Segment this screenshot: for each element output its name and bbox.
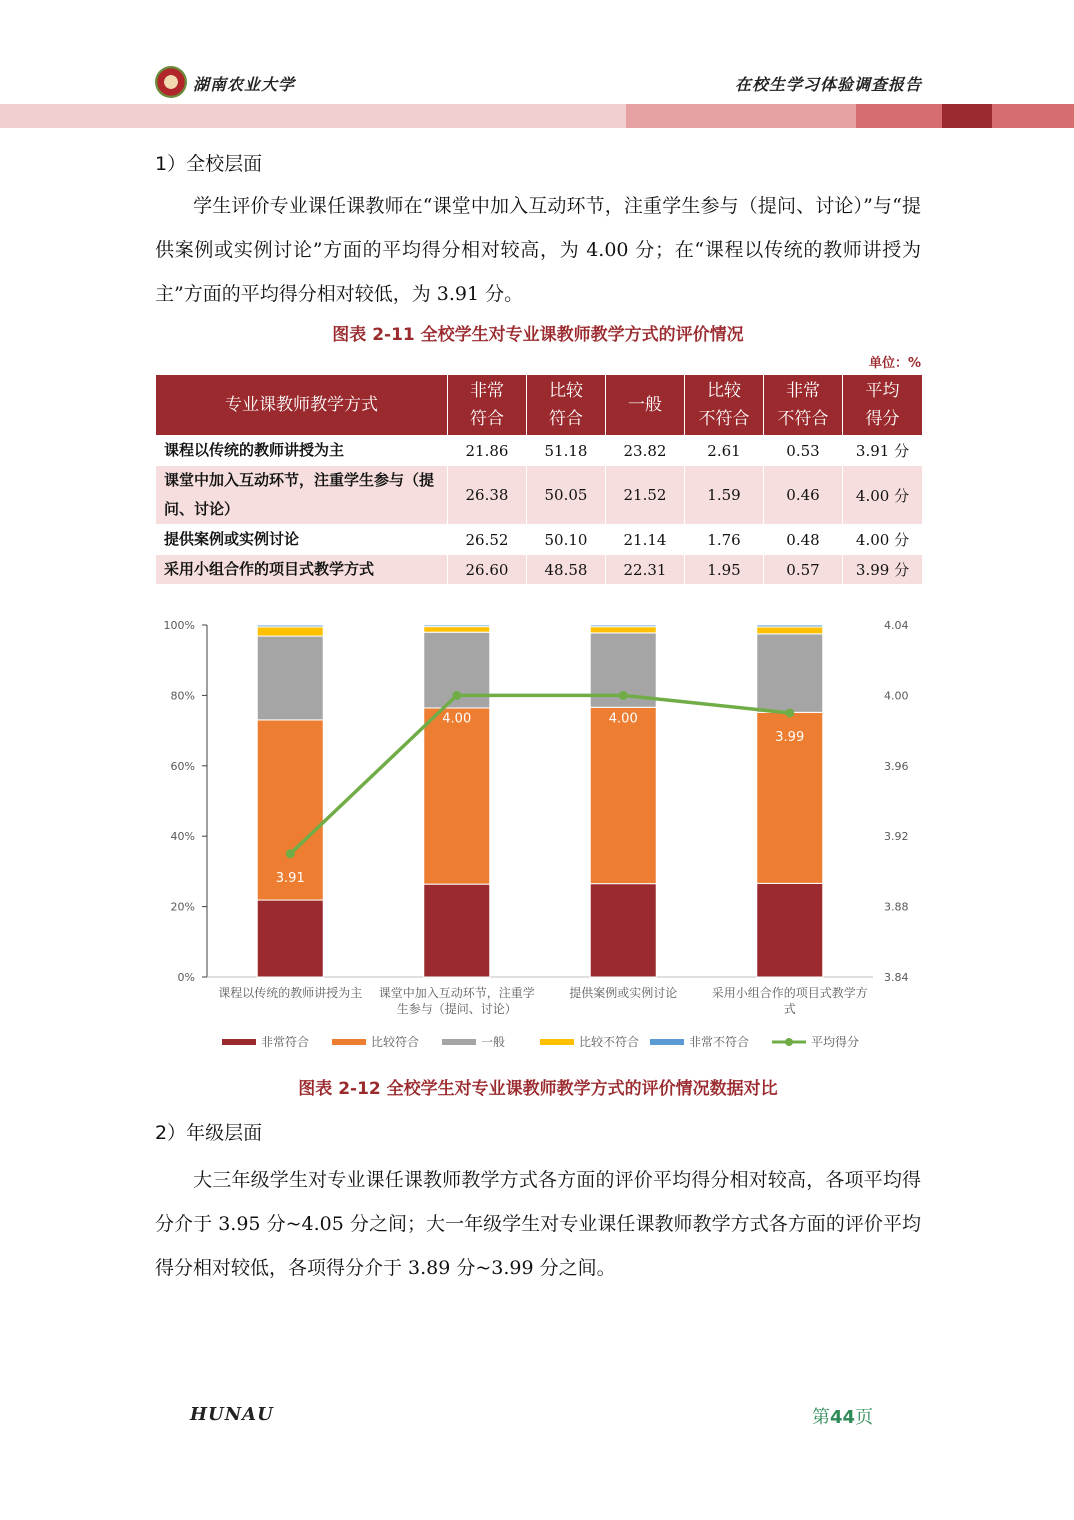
table-cell: 23.82 <box>606 436 685 466</box>
legend-swatch <box>332 1039 366 1045</box>
category-label: 生参与（提问、讨论） <box>396 1002 517 1016</box>
header-band-5 <box>992 104 1074 128</box>
section-heading-1: 1）全校层面 <box>155 153 263 175</box>
bar-segment <box>257 627 323 636</box>
table-row <box>156 555 923 585</box>
right-tick-label: 3.84 <box>884 971 909 984</box>
table-cell: 0.48 <box>764 525 843 555</box>
left-tick-label: 40% <box>170 830 195 844</box>
table-cell: 1.95 <box>685 555 764 585</box>
legend-swatch <box>222 1039 256 1045</box>
table-row <box>156 525 923 555</box>
evaluation-table <box>155 374 923 585</box>
bar-segment <box>424 625 490 627</box>
bar-segment <box>257 625 323 627</box>
legend-label: 比较符合 <box>371 1035 420 1049</box>
stacked-bar-line-chart <box>155 605 922 1060</box>
table-cell: 26.38 <box>448 466 527 525</box>
row-label: 提供案例或实例讨论 <box>156 525 448 555</box>
table-cell: 3.91 分 <box>843 436 923 466</box>
header-text: 非常 <box>786 381 820 401</box>
average-score-point <box>619 691 628 700</box>
table-header-cell <box>843 375 923 436</box>
table-caption: 图表 2-11 全校学生对专业课教师教学方式的评价情况 <box>332 325 744 345</box>
left-tick-label: 0% <box>177 971 195 984</box>
header-text: 不符合 <box>777 409 829 429</box>
header-text: 比较 <box>707 381 741 401</box>
bar-segment <box>590 707 656 883</box>
table-cell: 48.58 <box>527 555 606 585</box>
header-text: 平均 <box>865 381 900 401</box>
right-tick-label: 3.96 <box>884 759 909 773</box>
paragraph-text: 学生评价专业课任课教师在“课堂中加入互动环节，注重学生参与（提问、讨论）”与“提供案例或实例讨论”方面的平均得分相对较高，为 4.00 分；在“课程以传统的教师讲授为主”方面的平均得分相对较低，为 3.91 分。 <box>155 195 921 305</box>
right-tick-label: 3.88 <box>884 900 909 914</box>
category-label: 采用小组合作的项目式教学方 <box>711 986 868 1000</box>
page-number-value: 44 <box>830 1407 856 1428</box>
legend-swatch <box>650 1039 684 1045</box>
table-cell: 26.60 <box>448 555 527 585</box>
table-header-cell <box>527 375 606 436</box>
row-label: 采用小组合作的项目式教学方式 <box>156 555 448 585</box>
average-score-line <box>290 695 790 853</box>
table-body <box>156 436 923 585</box>
left-tick-label: 100% <box>163 619 195 632</box>
header-text: 不符合 <box>698 409 750 429</box>
category-label: 课程以传统的教师讲授为主 <box>218 986 363 1000</box>
section-paragraph-2 <box>155 1158 921 1290</box>
table-cell: 1.76 <box>685 525 764 555</box>
average-score-point <box>286 849 295 858</box>
bar-segment <box>757 625 823 627</box>
bar-segment <box>424 708 490 884</box>
bar-segment <box>590 884 656 977</box>
bar-segment <box>257 900 323 977</box>
report-title: 在校生学习体验调查报告 <box>734 75 922 94</box>
header-text: 一般 <box>628 395 662 415</box>
bar-segment <box>757 634 823 713</box>
page-number <box>812 1403 873 1429</box>
table-row <box>156 436 923 466</box>
header-band-2 <box>626 104 856 128</box>
table-row <box>156 466 923 525</box>
table-cell: 4.00 分 <box>843 466 923 525</box>
table-cell: 22.31 <box>606 555 685 585</box>
average-score-point <box>785 709 794 718</box>
right-tick-label: 4.00 <box>884 689 909 703</box>
section-paragraph-1 <box>155 184 921 316</box>
category-label: 提供案例或实例讨论 <box>569 986 678 1000</box>
table-header-cell <box>685 375 764 436</box>
section-heading-2: 2）年级层面 <box>155 1122 263 1144</box>
table-header-cell <box>156 375 448 436</box>
left-tick-label: 20% <box>170 900 195 914</box>
category-label: 课堂中加入互动环节，注重学 <box>378 986 535 1000</box>
table-cell: 1.59 <box>685 466 764 525</box>
row-label: 课程以传统的教师讲授为主 <box>156 436 448 466</box>
university-logo <box>155 66 187 98</box>
table-cell: 50.05 <box>527 466 606 525</box>
bar-segment <box>590 625 656 627</box>
page-prefix: 第 <box>812 1407 830 1428</box>
bar-segment <box>757 883 823 977</box>
header-text: 非常 <box>470 381 504 401</box>
bar-segment <box>590 627 656 633</box>
table-header-cell <box>606 375 685 436</box>
university-name: 湖南农业大学 <box>193 75 296 94</box>
table-cell: 0.53 <box>764 436 843 466</box>
legend-swatch <box>442 1039 476 1045</box>
left-tick-label: 60% <box>170 759 195 773</box>
legend-swatch <box>540 1039 574 1045</box>
header-text: 比较 <box>549 381 583 401</box>
row-label: 课堂中加入互动环节，注重学生参与（提问、讨论） <box>156 466 448 525</box>
data-label: 3.99 <box>775 730 805 745</box>
legend-label: 平均得分 <box>811 1035 860 1049</box>
header-band-3 <box>856 104 942 128</box>
table-cell: 2.61 <box>685 436 764 466</box>
header-text: 符合 <box>549 409 583 429</box>
header-band-4 <box>942 104 992 128</box>
bar-segment <box>757 627 823 634</box>
table-cell: 3.99 分 <box>843 555 923 585</box>
paragraph-text: 大三年级学生对专业课任课教师教学方式各方面的评价平均得分相对较高，各项平均得分介于 3.95 分~4.05 分之间；大一年级学生对专业课任课教师教学方式各方面的评价平均得分相对较低，各项得分介于 3.89 分~3.99 分之间。 <box>155 1169 921 1279</box>
header-text: 得分 <box>865 409 900 429</box>
data-label: 3.91 <box>275 870 305 886</box>
header-text: 专业课教师教学方式 <box>225 395 378 415</box>
table-header-cell <box>764 375 843 436</box>
legend-label: 非常符合 <box>261 1035 310 1049</box>
page-suffix: 页 <box>855 1407 874 1428</box>
footer-left-logo-text: HUNAU <box>190 1404 274 1425</box>
table-header-row <box>156 375 923 436</box>
legend-label: 比较不符合 <box>579 1035 640 1049</box>
legend-label: 一般 <box>481 1035 506 1049</box>
table-cell: 0.46 <box>764 466 843 525</box>
table-cell: 4.00 分 <box>843 525 923 555</box>
table-cell: 21.52 <box>606 466 685 525</box>
header-text: 符合 <box>470 409 504 429</box>
legend-swatch-point <box>785 1038 793 1046</box>
table-header-cell <box>448 375 527 436</box>
bar-segment <box>257 636 323 720</box>
bar-segment <box>424 884 490 977</box>
chart-caption: 图表 2-12 全校学生对专业课教师教学方式的评价情况数据对比 <box>298 1079 778 1099</box>
left-tick-label: 80% <box>170 689 195 703</box>
category-label: 式 <box>783 1002 796 1016</box>
table-cell: 50.10 <box>527 525 606 555</box>
table-cell: 0.57 <box>764 555 843 585</box>
right-tick-label: 3.92 <box>884 830 909 844</box>
data-label: 4.00 <box>442 711 472 727</box>
table-cell: 21.86 <box>448 436 527 466</box>
header-band-1 <box>0 104 626 128</box>
data-label: 4.00 <box>608 711 638 727</box>
table-cell: 21.14 <box>606 525 685 555</box>
table-cell: 26.52 <box>448 525 527 555</box>
unit-label: 单位：% <box>868 356 921 371</box>
average-score-point <box>452 691 461 700</box>
table-cell: 51.18 <box>527 436 606 466</box>
right-tick-label: 4.04 <box>884 619 909 632</box>
bar-segment <box>424 627 490 633</box>
legend-label: 非常不符合 <box>689 1035 750 1049</box>
